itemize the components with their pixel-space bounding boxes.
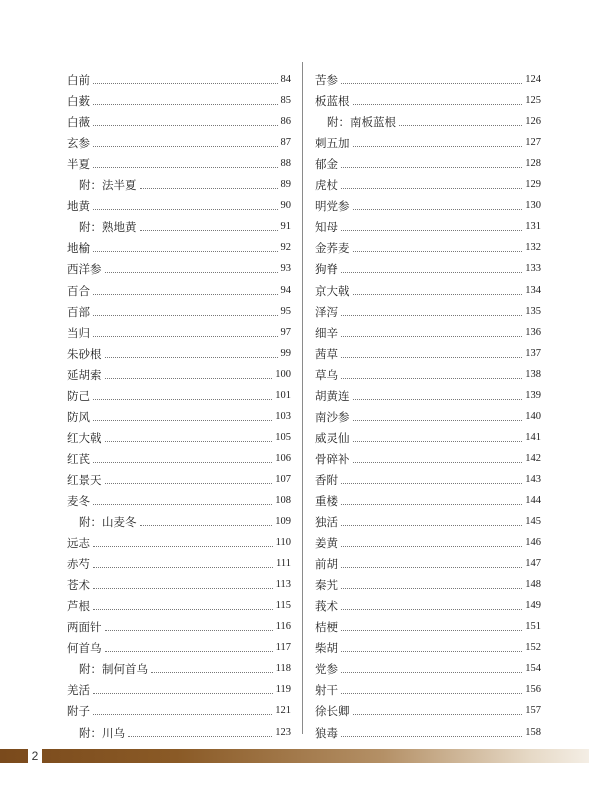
dot-leader xyxy=(105,272,278,273)
toc-sub-entry[interactable] xyxy=(67,213,291,234)
toc-entry-page: 146 xyxy=(525,537,541,549)
toc-entry-page: 100 xyxy=(275,368,291,380)
toc-entry-page: 152 xyxy=(525,642,541,654)
toc-entry-page: 143 xyxy=(525,473,541,485)
toc-entry[interactable] xyxy=(315,255,541,276)
toc-entry-title: 附：南板蓝根 xyxy=(327,115,396,130)
dot-leader xyxy=(93,462,272,463)
toc-entry-page: 92 xyxy=(280,242,291,254)
toc-entry[interactable] xyxy=(67,571,291,592)
toc-entry-title: 金荞麦 xyxy=(315,241,350,256)
dot-leader xyxy=(128,736,272,737)
toc-entry-title: 西洋参 xyxy=(67,262,102,277)
dot-leader xyxy=(341,504,522,505)
toc-entry-title: 香附 xyxy=(315,472,338,487)
toc-entry[interactable] xyxy=(315,487,541,508)
toc-entry-title: 附：熟地黄 xyxy=(79,220,137,235)
dot-leader xyxy=(353,146,523,147)
toc-entry-page: 118 xyxy=(275,663,291,675)
dot-leader xyxy=(341,546,522,547)
toc-entry-page: 141 xyxy=(525,431,541,443)
toc-entry[interactable] xyxy=(315,319,541,340)
dot-leader xyxy=(341,230,522,231)
toc-entry-page: 147 xyxy=(525,558,541,570)
toc-entry-page: 127 xyxy=(525,137,541,149)
dot-leader xyxy=(93,146,278,147)
toc-entry-title: 当归 xyxy=(67,325,90,340)
dot-leader xyxy=(93,567,273,568)
dot-leader xyxy=(341,588,522,589)
toc-entry[interactable] xyxy=(67,298,291,319)
toc-entry-page: 85 xyxy=(280,95,291,107)
toc-entry[interactable] xyxy=(67,613,291,634)
toc-entry[interactable] xyxy=(315,361,541,382)
toc-entry[interactable] xyxy=(315,529,541,550)
toc-entry[interactable] xyxy=(315,171,541,192)
toc-sub-entry[interactable] xyxy=(315,108,541,129)
toc-entry[interactable] xyxy=(315,276,541,297)
toc-entry[interactable] xyxy=(67,108,291,129)
toc-entry[interactable] xyxy=(315,340,541,361)
toc-entry[interactable] xyxy=(67,382,291,403)
toc-entry-title: 百合 xyxy=(67,283,90,298)
dot-leader xyxy=(93,125,278,126)
toc-entry-title: 白薇 xyxy=(67,115,90,130)
toc-entry-title: 狗脊 xyxy=(315,262,338,277)
toc-entry-page: 111 xyxy=(276,558,291,570)
toc-entry[interactable] xyxy=(315,445,541,466)
dot-leader xyxy=(93,209,278,210)
toc-entry-page: 106 xyxy=(275,452,291,464)
dot-leader xyxy=(93,399,272,400)
toc-entry-title: 刺五加 xyxy=(315,136,350,151)
toc-entry[interactable] xyxy=(67,361,291,382)
toc-entry-page: 88 xyxy=(280,158,291,170)
toc-entry-title: 前胡 xyxy=(315,557,338,572)
dot-leader xyxy=(151,672,273,673)
toc-entry-title: 延胡索 xyxy=(67,367,102,382)
toc-entry[interactable] xyxy=(315,234,541,255)
toc-entry-title: 地黄 xyxy=(67,199,90,214)
dot-leader xyxy=(93,546,273,547)
toc-entry-title: 茜草 xyxy=(315,346,338,361)
footer-page-number: 2 xyxy=(28,747,42,765)
toc-entry-page: 95 xyxy=(280,305,291,317)
toc-entry-title: 骨碎补 xyxy=(315,451,350,466)
toc-entry[interactable] xyxy=(315,192,541,213)
dot-leader xyxy=(93,83,278,84)
toc-entry-page: 93 xyxy=(280,263,291,275)
toc-entry-page: 144 xyxy=(525,494,541,506)
toc-entry-page: 145 xyxy=(525,516,541,528)
toc-entry[interactable] xyxy=(67,487,291,508)
toc-entry[interactable] xyxy=(315,87,541,108)
toc-entry[interactable] xyxy=(315,66,541,87)
toc-entry-page: 101 xyxy=(275,389,291,401)
toc-entry[interactable] xyxy=(315,508,541,529)
toc-entry-title: 泽泻 xyxy=(315,304,338,319)
toc-entry-page: 142 xyxy=(525,452,541,464)
toc-entry-title: 莪术 xyxy=(315,599,338,614)
toc-entry-page: 125 xyxy=(525,95,541,107)
dot-leader xyxy=(93,336,278,337)
toc-entry-page: 124 xyxy=(525,74,541,86)
toc-entry-title: 赤芍 xyxy=(67,557,90,572)
toc-entry-title: 桔梗 xyxy=(315,620,338,635)
toc-entry[interactable] xyxy=(67,150,291,171)
toc-entry-title: 虎杖 xyxy=(315,178,338,193)
toc-entry[interactable] xyxy=(67,192,291,213)
toc-entry[interactable] xyxy=(315,466,541,487)
toc-entry-page: 86 xyxy=(280,116,291,128)
toc-entry-page: 134 xyxy=(525,284,541,296)
toc-entry[interactable] xyxy=(67,255,291,276)
toc-entry[interactable] xyxy=(315,613,541,634)
toc-entry-page: 135 xyxy=(525,305,541,317)
toc-entry-page: 136 xyxy=(525,326,541,338)
toc-entry[interactable] xyxy=(67,445,291,466)
toc-entry[interactable] xyxy=(315,655,541,676)
dot-leader xyxy=(353,441,523,442)
toc-entry-title: 附子 xyxy=(67,704,90,719)
toc-entry[interactable] xyxy=(67,424,291,445)
dot-leader xyxy=(105,483,273,484)
toc-entry-title: 附：法半夏 xyxy=(79,178,137,193)
toc-entry[interactable] xyxy=(67,676,291,697)
toc-entry-page: 139 xyxy=(525,389,541,401)
toc-entry-title: 朱砂根 xyxy=(67,346,102,361)
toc-entry-title: 白前 xyxy=(67,73,90,88)
dot-leader xyxy=(353,399,523,400)
toc-entry-title: 知母 xyxy=(315,220,338,235)
toc-entry-page: 89 xyxy=(280,179,291,191)
dot-leader xyxy=(341,272,522,273)
toc-entry-page: 149 xyxy=(525,600,541,612)
toc-entry[interactable] xyxy=(315,718,541,739)
dot-leader xyxy=(341,651,522,652)
toc-entry-title: 徐长卿 xyxy=(315,704,350,719)
toc-entry-page: 117 xyxy=(275,642,291,654)
toc-entry[interactable] xyxy=(315,382,541,403)
toc-entry-title: 重楼 xyxy=(315,493,338,508)
dot-leader xyxy=(353,462,523,463)
toc-entry-page: 90 xyxy=(280,200,291,212)
toc-entry[interactable] xyxy=(67,66,291,87)
toc-entry[interactable] xyxy=(67,87,291,108)
toc-entry-page: 99 xyxy=(280,347,291,359)
toc-entry-page: 108 xyxy=(275,494,291,506)
toc-entry-page: 107 xyxy=(275,473,291,485)
toc-entry-page: 87 xyxy=(280,137,291,149)
toc-entry[interactable] xyxy=(315,129,541,150)
toc-entry[interactable] xyxy=(67,234,291,255)
toc-entry-title: 草乌 xyxy=(315,367,338,382)
dot-leader xyxy=(341,567,522,568)
toc-entry-page: 128 xyxy=(525,158,541,170)
toc-entry-title: 芦根 xyxy=(67,599,90,614)
toc-entry-title: 柴胡 xyxy=(315,641,338,656)
toc-entry[interactable] xyxy=(315,213,541,234)
dot-leader xyxy=(93,714,272,715)
toc-entry-title: 红芪 xyxy=(67,451,90,466)
toc-entry[interactable] xyxy=(67,592,291,613)
toc-entry-title: 防己 xyxy=(67,388,90,403)
toc-entry[interactable] xyxy=(315,697,541,718)
toc-entry[interactable] xyxy=(315,403,541,424)
dot-leader xyxy=(353,714,523,715)
dot-leader xyxy=(105,378,273,379)
toc-entry-page: 132 xyxy=(525,242,541,254)
toc-entry[interactable] xyxy=(315,150,541,171)
toc-entry-page: 130 xyxy=(525,200,541,212)
dot-leader xyxy=(399,125,522,126)
toc-entry-page: 116 xyxy=(275,621,291,633)
toc-entry-title: 姜黄 xyxy=(315,536,338,551)
toc-entry-title: 细辛 xyxy=(315,325,338,340)
dot-leader xyxy=(105,357,278,358)
dot-leader xyxy=(93,504,272,505)
dot-leader xyxy=(341,693,522,694)
dot-leader xyxy=(93,104,278,105)
dot-leader xyxy=(341,736,522,737)
toc-entry-title: 板蓝根 xyxy=(315,94,350,109)
toc-entry-title: 独活 xyxy=(315,515,338,530)
dot-leader xyxy=(93,588,273,589)
dot-leader xyxy=(353,104,523,105)
toc-entry[interactable] xyxy=(67,319,291,340)
dot-leader xyxy=(341,336,522,337)
toc-entry-title: 附：制何首乌 xyxy=(79,662,148,677)
toc-entry[interactable] xyxy=(67,550,291,571)
toc-entry[interactable] xyxy=(315,676,541,697)
toc-entry-title: 附：山麦冬 xyxy=(79,515,137,530)
toc-entry-title: 附：川乌 xyxy=(79,725,125,740)
dot-leader xyxy=(353,209,523,210)
toc-entry-title: 射干 xyxy=(315,683,338,698)
toc-entry-page: 109 xyxy=(275,516,291,528)
toc-column-left xyxy=(67,66,291,740)
toc-entry-title: 苍术 xyxy=(67,578,90,593)
dot-leader xyxy=(105,630,273,631)
toc-entry-page: 138 xyxy=(525,368,541,380)
toc-entry-title: 秦艽 xyxy=(315,578,338,593)
dot-leader xyxy=(341,378,522,379)
toc-entry-page: 137 xyxy=(525,347,541,359)
toc-entry-title: 威灵仙 xyxy=(315,430,350,445)
toc-entry-page: 133 xyxy=(525,263,541,275)
toc-entry-page: 110 xyxy=(275,537,291,549)
toc-column-right xyxy=(315,66,541,740)
toc-entry-page: 156 xyxy=(525,684,541,696)
toc-sub-entry[interactable] xyxy=(67,171,291,192)
toc-entry-title: 苦参 xyxy=(315,73,338,88)
toc-entry-page: 94 xyxy=(280,284,291,296)
toc-entry-page: 151 xyxy=(525,621,541,633)
toc-entry-title: 半夏 xyxy=(67,157,90,172)
toc-entry-page: 154 xyxy=(525,663,541,675)
toc-entry-title: 玄参 xyxy=(67,136,90,151)
footer-bar xyxy=(0,749,589,763)
dot-leader xyxy=(140,230,278,231)
toc-entry[interactable] xyxy=(315,592,541,613)
toc-entry-page: 140 xyxy=(525,410,541,422)
toc-entry-page: 113 xyxy=(275,579,291,591)
toc-entry[interactable] xyxy=(315,550,541,571)
toc-entry-page: 126 xyxy=(525,116,541,128)
toc-entry-title: 红大戟 xyxy=(67,430,102,445)
toc-entry[interactable] xyxy=(67,403,291,424)
toc-entry-title: 远志 xyxy=(67,536,90,551)
toc-entry-title: 羌活 xyxy=(67,683,90,698)
dot-leader xyxy=(341,483,522,484)
toc-entry-page: 121 xyxy=(275,705,291,717)
toc-entry-title: 两面针 xyxy=(67,620,102,635)
dot-leader xyxy=(93,167,278,168)
toc-entry-title: 何首乌 xyxy=(67,641,102,656)
toc-entry[interactable] xyxy=(315,298,541,319)
dot-leader xyxy=(93,251,278,252)
dot-leader xyxy=(105,651,273,652)
dot-leader xyxy=(341,630,522,631)
dot-leader xyxy=(105,441,273,442)
toc-entry-page: 105 xyxy=(275,431,291,443)
toc-entry-page: 158 xyxy=(525,726,541,738)
toc-entry-title: 白薮 xyxy=(67,94,90,109)
toc-entry-page: 119 xyxy=(275,684,291,696)
toc-entry-title: 郁金 xyxy=(315,157,338,172)
dot-leader xyxy=(140,188,278,189)
toc-sub-entry[interactable] xyxy=(67,655,291,676)
dot-leader xyxy=(353,251,523,252)
toc-entry[interactable] xyxy=(315,634,541,655)
dot-leader xyxy=(341,167,522,168)
toc-entry-title: 红景天 xyxy=(67,472,102,487)
toc-entry-page: 97 xyxy=(280,326,291,338)
toc-entry[interactable] xyxy=(67,529,291,550)
dot-leader xyxy=(353,420,523,421)
toc-entry-page: 115 xyxy=(275,600,291,612)
toc-entry-page: 103 xyxy=(275,410,291,422)
toc-entry-title: 党参 xyxy=(315,662,338,677)
toc-entry-title: 百部 xyxy=(67,304,90,319)
toc-entry[interactable] xyxy=(315,571,541,592)
dot-leader xyxy=(341,83,522,84)
dot-leader xyxy=(93,693,273,694)
toc-entry[interactable] xyxy=(67,276,291,297)
toc-entry-title: 防风 xyxy=(67,409,90,424)
toc-entry[interactable] xyxy=(67,340,291,361)
dot-leader xyxy=(341,315,522,316)
dot-leader xyxy=(93,294,278,295)
toc-entry-title: 狼毒 xyxy=(315,725,338,740)
toc-entry-page: 91 xyxy=(280,221,291,233)
toc-entry-title: 明党参 xyxy=(315,199,350,214)
dot-leader xyxy=(93,609,273,610)
toc-entry[interactable] xyxy=(67,697,291,718)
toc-entry[interactable] xyxy=(67,466,291,487)
toc-entry-title: 地榆 xyxy=(67,241,90,256)
toc-entry-page: 131 xyxy=(525,221,541,233)
toc-entry-page: 129 xyxy=(525,179,541,191)
toc-entry-page: 148 xyxy=(525,579,541,591)
toc-sub-entry[interactable] xyxy=(67,718,291,739)
toc-entry-title: 京大戟 xyxy=(315,283,350,298)
dot-leader xyxy=(341,672,522,673)
dot-leader xyxy=(341,525,522,526)
toc-sub-entry[interactable] xyxy=(67,508,291,529)
toc-entry[interactable] xyxy=(67,634,291,655)
toc-entry[interactable] xyxy=(315,424,541,445)
dot-leader xyxy=(341,188,522,189)
dot-leader xyxy=(353,294,523,295)
toc-entry-title: 麦冬 xyxy=(67,493,90,508)
dot-leader xyxy=(140,525,273,526)
toc-entry-title: 南沙参 xyxy=(315,409,350,424)
toc-entry-title: 胡黄连 xyxy=(315,388,350,403)
column-divider xyxy=(302,62,303,734)
dot-leader xyxy=(341,357,522,358)
toc-entry-page: 123 xyxy=(275,726,291,738)
toc-entry-page: 157 xyxy=(525,705,541,717)
dot-leader xyxy=(341,609,522,610)
toc-entry[interactable] xyxy=(67,129,291,150)
dot-leader xyxy=(93,420,272,421)
dot-leader xyxy=(93,315,278,316)
toc-entry-page: 84 xyxy=(280,74,291,86)
